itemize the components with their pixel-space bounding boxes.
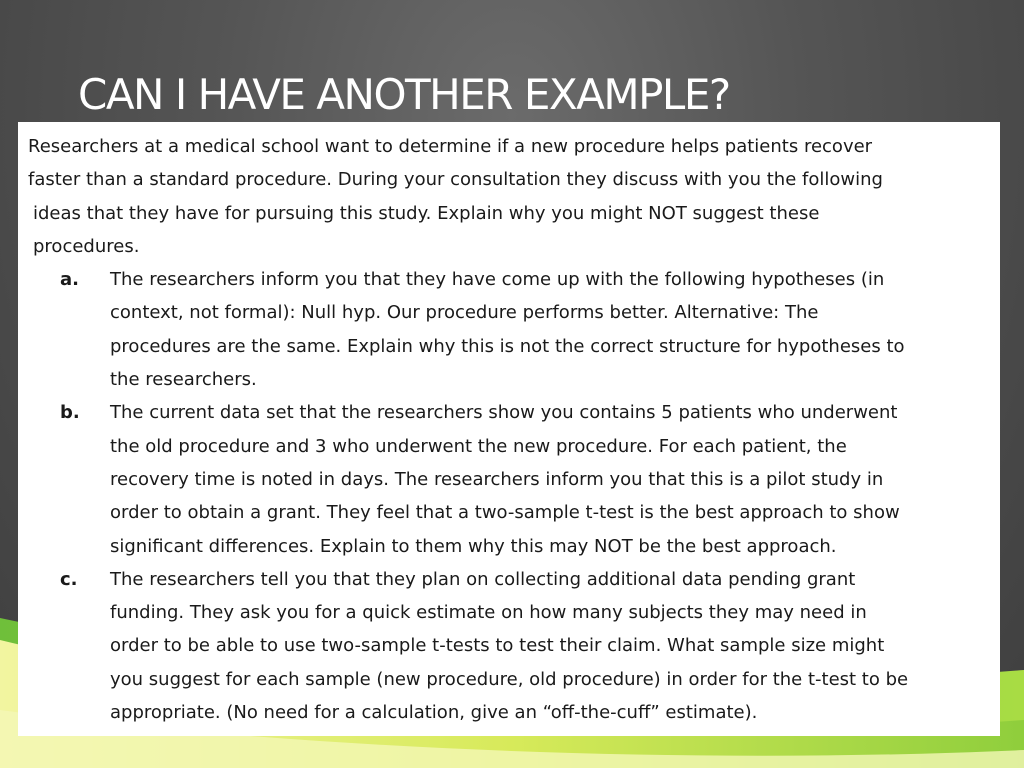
- item-text: [110, 396, 990, 562]
- item-text: [110, 263, 990, 396]
- item-line: appropriate. (No need for a calculation, give an “off-the-cuff” estimate).: [110, 702, 758, 724]
- item-line: order to be able to use two-sample t-tests to test their claim. What sample size might: [110, 635, 885, 657]
- item-line: The researchers inform you that they have come up with the following hypotheses (in: [110, 269, 885, 291]
- intro-paragraph: [28, 130, 990, 263]
- item-line: The researchers tell you that they plan on collecting additional data pending grant: [110, 568, 856, 590]
- item-letter: b.: [60, 402, 80, 424]
- item-line: context, not formal): Null hyp. Our procedure performs better. Alternative: The: [110, 302, 819, 324]
- item-line: the researchers.: [110, 369, 257, 391]
- intro-line: ideas that they have for pursuing this study. Explain why you might NOT suggest these: [33, 202, 820, 224]
- list-item-c: [28, 563, 990, 729]
- item-line: significant differences. Explain to them why this may NOT be the best approach.: [110, 535, 837, 557]
- item-line: you suggest for each sample (new procedure, old procedure) in order for the t-test to be: [110, 668, 909, 690]
- item-line: The current data set that the researchers show you contains 5 patients who underwent: [110, 402, 898, 424]
- item-text: [110, 563, 990, 729]
- intro-line: faster than a standard procedure. During your consultation they discuss with you the following: [28, 169, 883, 191]
- item-line: the old procedure and 3 who underwent the new procedure. For each patient, the: [110, 435, 847, 457]
- content-box: [18, 122, 1000, 736]
- intro-line: Researchers at a medical school want to determine if a new procedure helps patients recover: [28, 136, 873, 157]
- item-line: funding. They ask you for a quick estimate on how many subjects they may need in: [110, 602, 867, 624]
- item-line: recovery time is noted in days. The researchers inform you that this is a pilot study in: [110, 468, 884, 490]
- item-line: procedures are the same. Explain why this is not the correct structure for hypotheses to: [110, 335, 905, 357]
- item-letter: c.: [60, 568, 78, 590]
- list-item-a: [28, 263, 990, 396]
- list-item-b: [28, 396, 990, 562]
- item-letter: a.: [60, 269, 79, 291]
- slide-title: CAN I HAVE ANOTHER EXAMPLE?: [78, 70, 730, 119]
- intro-line: procedures.: [33, 235, 140, 257]
- item-line: order to obtain a grant. They feel that a two-sample t-test is the best approach to show: [110, 502, 900, 524]
